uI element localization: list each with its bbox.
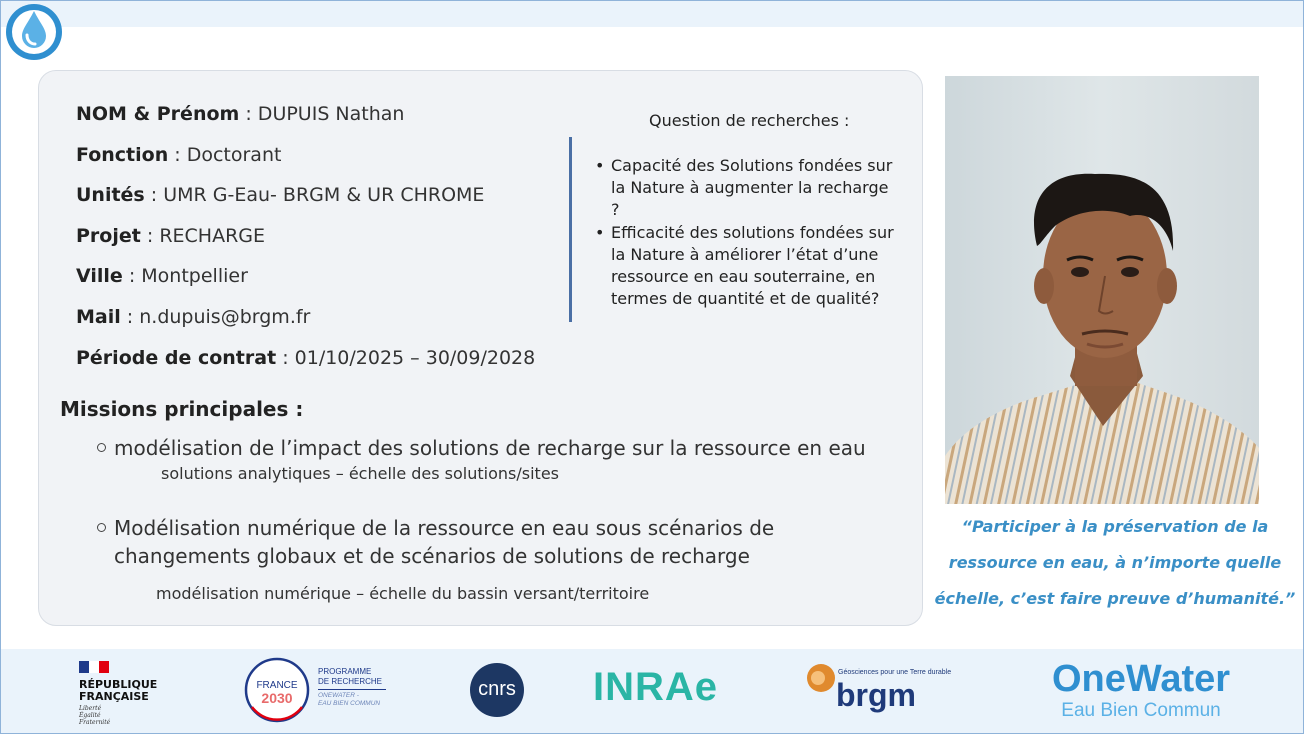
mission-item: modélisation de l’impact des solutions de recharge sur la ressource en eau bbox=[97, 434, 897, 462]
quote: “Participer à la préservation de la ressource en eau, à n’importe quelle échelle, c’est faire preuve d’humanité.” bbox=[934, 517, 1296, 608]
research-question-item: • Capacité des Solutions fondées sur la Nature à augmenter la recharge ? bbox=[595, 156, 893, 219]
onewater-logo: OneWater Eau Bien Commun bbox=[1051, 658, 1231, 721]
portrait-photo bbox=[945, 76, 1259, 504]
info-function: Fonction : Doctorant bbox=[76, 144, 282, 166]
mission-item: Modélisation numérique de la ressource en eau sous scénarios de changements globaux et de scénarios de solutions de recharge bbox=[97, 514, 897, 570]
top-band bbox=[1, 1, 1303, 27]
research-question-title: Question de recherches : bbox=[649, 111, 850, 130]
water-drop-logo-icon bbox=[5, 3, 63, 61]
info-city: Ville : Montpellier bbox=[76, 265, 248, 287]
french-flag-icon bbox=[79, 661, 109, 673]
info-units: Unités : UMR G-Eau- BRGM & UR CHROME bbox=[76, 184, 485, 206]
cnrs-logo: cnrs bbox=[470, 663, 526, 719]
info-contract-period: Période de contrat : 01/10/2025 – 30/09/2028 bbox=[76, 347, 536, 369]
brgm-sun-icon bbox=[806, 663, 836, 693]
bullet-icon: • bbox=[595, 223, 605, 242]
bullet-icon: • bbox=[595, 156, 605, 175]
research-question-item: • Efficacité des solutions fondées sur la Nature à améliorer l’état d’une ressource en eau souterraine, en termes de quantité et de qualité? bbox=[595, 223, 894, 308]
brgm-logo: Géosciences pour une Terre durable brgm bbox=[806, 663, 966, 723]
france-text: FRANCE bbox=[256, 680, 298, 691]
mission-subtext: modélisation numérique – échelle du bassin versant/territoire bbox=[156, 584, 650, 603]
info-name: NOM & Prénom : DUPUIS Nathan bbox=[76, 103, 405, 125]
vertical-divider bbox=[569, 137, 572, 322]
inrae-logo: INRAe bbox=[593, 665, 719, 709]
info-mail: Mail : n.dupuis@brgm.fr bbox=[76, 306, 311, 328]
hollow-bullet-icon bbox=[97, 443, 106, 452]
missions-title: Missions principales : bbox=[60, 397, 304, 421]
mission-subtext: solutions analytiques – échelle des solutions/sites bbox=[161, 464, 559, 483]
year-text: 2030 bbox=[261, 690, 293, 706]
info-project: Projet : RECHARGE bbox=[76, 225, 266, 247]
france-2030-circle-icon bbox=[244, 657, 310, 723]
hollow-bullet-icon bbox=[97, 523, 106, 532]
republique-francaise-logo: RÉPUBLIQUE FRANÇAISE Liberté Égalité Fraternité bbox=[79, 658, 169, 724]
france-2030-logo: FRANCE 2030 PROGRAMME DE RECHERCHE ONEWATER - EAU BIEN COMMUN bbox=[244, 657, 394, 723]
